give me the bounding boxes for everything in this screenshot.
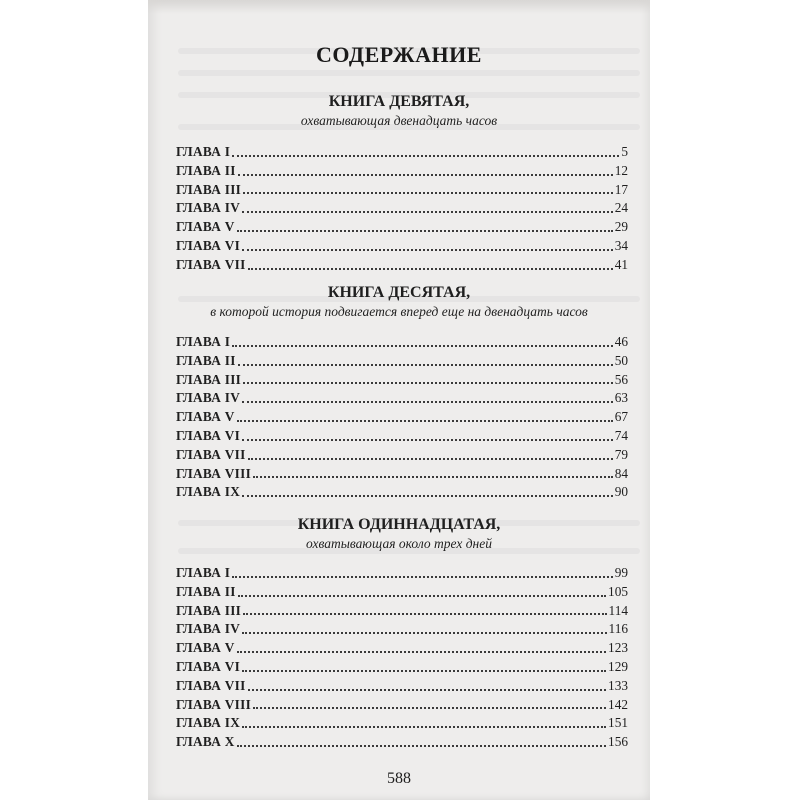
dot-leader bbox=[253, 706, 606, 709]
page-ref: 114 bbox=[608, 602, 628, 618]
chapter-label: ГЛАВА VI bbox=[176, 658, 241, 674]
chapter-label: ГЛАВА I bbox=[176, 565, 231, 580]
chapter-list bbox=[176, 143, 628, 275]
dot-leader bbox=[248, 457, 613, 460]
page-ref: 123 bbox=[608, 640, 628, 656]
page-ref: 17 bbox=[614, 181, 628, 197]
chapter-label: ГЛАВА IV bbox=[176, 621, 241, 637]
toc-entry[interactable] bbox=[176, 408, 628, 427]
page-ref: 24 bbox=[614, 200, 628, 216]
chapter-label: ГЛАВА X bbox=[176, 734, 235, 750]
toc-entry[interactable] bbox=[176, 583, 628, 602]
chapter-label: ГЛАВА II bbox=[176, 352, 236, 368]
book-title: КНИГА ДЕВЯТАЯ, bbox=[328, 93, 470, 110]
chapter-label: ГЛАВА VII bbox=[176, 446, 246, 462]
toc-entry[interactable] bbox=[176, 427, 628, 446]
toc-entry[interactable] bbox=[176, 389, 628, 408]
page-ref: 67 bbox=[614, 409, 628, 425]
page-ref: 99 bbox=[614, 565, 628, 580]
chapter-label: ГЛАВА IV bbox=[176, 390, 241, 406]
toc-entry[interactable] bbox=[176, 333, 628, 352]
dot-leader bbox=[238, 173, 613, 176]
dot-leader bbox=[242, 494, 613, 497]
dot-leader bbox=[237, 419, 613, 422]
toc-entry[interactable] bbox=[176, 162, 628, 181]
dot-leader bbox=[248, 688, 606, 691]
toc-entry[interactable] bbox=[176, 639, 628, 658]
page-ref: 105 bbox=[608, 583, 628, 599]
chapter-label: ГЛАВА IX bbox=[176, 484, 241, 500]
toc-entry[interactable] bbox=[176, 564, 628, 583]
book-title: КНИГА ДЕСЯТАЯ, bbox=[327, 284, 471, 301]
page-ref: 56 bbox=[614, 371, 628, 387]
dot-leader bbox=[242, 725, 606, 728]
dot-leader bbox=[237, 650, 606, 653]
toc-entry[interactable] bbox=[176, 256, 628, 275]
chapter-label: ГЛАВА III bbox=[176, 602, 242, 618]
toc-entry[interactable] bbox=[176, 658, 628, 677]
chapter-label: ГЛАВА III bbox=[176, 181, 242, 197]
book-heading bbox=[148, 92, 650, 130]
chapter-label: ГЛАВА I bbox=[176, 334, 231, 349]
book-subtitle: охватывающая двенадцать часов bbox=[300, 113, 498, 128]
dot-leader bbox=[242, 210, 613, 213]
chapter-list bbox=[176, 333, 628, 502]
toc-entry[interactable] bbox=[176, 733, 628, 752]
chapter-label: ГЛАВА VIII bbox=[176, 465, 252, 481]
toc-entry[interactable] bbox=[176, 199, 628, 218]
book-page bbox=[148, 0, 650, 800]
chapter-label: ГЛАВА V bbox=[176, 409, 235, 425]
dot-leader bbox=[242, 400, 613, 403]
dot-leader bbox=[237, 229, 613, 232]
dot-leader bbox=[242, 669, 606, 672]
toc-title: СОДЕРЖАНИЕ bbox=[316, 42, 482, 67]
book-heading bbox=[148, 283, 650, 321]
dot-leader bbox=[242, 248, 613, 251]
dot-leader bbox=[237, 744, 606, 747]
dot-leader bbox=[232, 575, 613, 578]
chapter-label: ГЛАВА V bbox=[176, 640, 235, 656]
dot-leader bbox=[248, 267, 613, 270]
page-ref: 12 bbox=[614, 162, 628, 178]
page-ref: 133 bbox=[608, 677, 628, 693]
chapter-label: ГЛАВА VIII bbox=[176, 696, 252, 712]
dot-leader bbox=[232, 154, 619, 157]
toc-entry[interactable] bbox=[176, 143, 628, 162]
page-ref: 34 bbox=[614, 237, 628, 253]
page-ref: 156 bbox=[608, 734, 628, 750]
page-ref: 116 bbox=[608, 621, 628, 637]
dot-leader bbox=[243, 612, 606, 615]
chapter-label: ГЛАВА V bbox=[176, 219, 235, 235]
page-ref: 74 bbox=[614, 427, 628, 443]
toc-entry[interactable] bbox=[176, 218, 628, 237]
dot-leader bbox=[243, 381, 613, 384]
book-heading bbox=[148, 515, 650, 553]
page-ref: 90 bbox=[614, 484, 628, 500]
toc-entry[interactable] bbox=[176, 446, 628, 465]
chapter-list bbox=[176, 564, 628, 752]
dot-leader bbox=[238, 363, 613, 366]
chapter-label: ГЛАВА VII bbox=[176, 677, 246, 693]
chapter-label: ГЛАВА VI bbox=[176, 427, 241, 443]
chapter-label: ГЛАВА III bbox=[176, 371, 242, 387]
toc-entry[interactable] bbox=[176, 465, 628, 484]
book-subtitle: охватывающая около трех дней bbox=[306, 536, 492, 551]
chapter-label: ГЛАВА II bbox=[176, 162, 236, 178]
toc-entry[interactable] bbox=[176, 620, 628, 639]
page-ref: 50 bbox=[614, 352, 628, 368]
chapter-label: ГЛАВА I bbox=[176, 144, 231, 159]
page-number: 588 bbox=[387, 770, 411, 787]
page-ref: 41 bbox=[614, 256, 628, 272]
chapter-label: ГЛАВА II bbox=[176, 583, 236, 599]
toc-entry[interactable] bbox=[176, 352, 628, 371]
page-ref: 142 bbox=[608, 696, 628, 712]
page-ref: 79 bbox=[614, 446, 628, 462]
dot-leader bbox=[242, 631, 606, 634]
toc-entry[interactable] bbox=[176, 602, 628, 621]
toc-entry[interactable] bbox=[176, 677, 628, 696]
dot-leader bbox=[243, 191, 613, 194]
toc-entry[interactable] bbox=[176, 371, 628, 390]
book-title: КНИГА ОДИННАДЦАТАЯ, bbox=[297, 516, 501, 533]
dot-leader bbox=[242, 438, 613, 441]
page-ref: 29 bbox=[614, 219, 628, 235]
dot-leader bbox=[238, 594, 606, 597]
toc-entry[interactable] bbox=[176, 483, 628, 502]
show-through-line bbox=[178, 70, 640, 76]
page-ref: 5 bbox=[621, 144, 628, 159]
toc-entry[interactable] bbox=[176, 237, 628, 256]
dot-leader bbox=[232, 344, 613, 347]
book-subtitle: в которой история подвигается вперед еще на двенадцать часов bbox=[210, 304, 588, 319]
toc-entry[interactable] bbox=[176, 696, 628, 715]
toc-entry[interactable] bbox=[176, 181, 628, 200]
page-ref: 63 bbox=[614, 390, 628, 406]
chapter-label: ГЛАВА VII bbox=[176, 256, 246, 272]
dot-leader bbox=[253, 475, 613, 478]
page-ref: 129 bbox=[608, 658, 628, 674]
toc-entry[interactable] bbox=[176, 714, 628, 733]
page-ref: 151 bbox=[608, 715, 628, 731]
chapter-label: ГЛАВА VI bbox=[176, 237, 241, 253]
page-ref: 84 bbox=[614, 465, 628, 481]
chapter-label: ГЛАВА IX bbox=[176, 715, 241, 731]
chapter-label: ГЛАВА IV bbox=[176, 200, 241, 216]
page-ref: 46 bbox=[614, 334, 628, 349]
